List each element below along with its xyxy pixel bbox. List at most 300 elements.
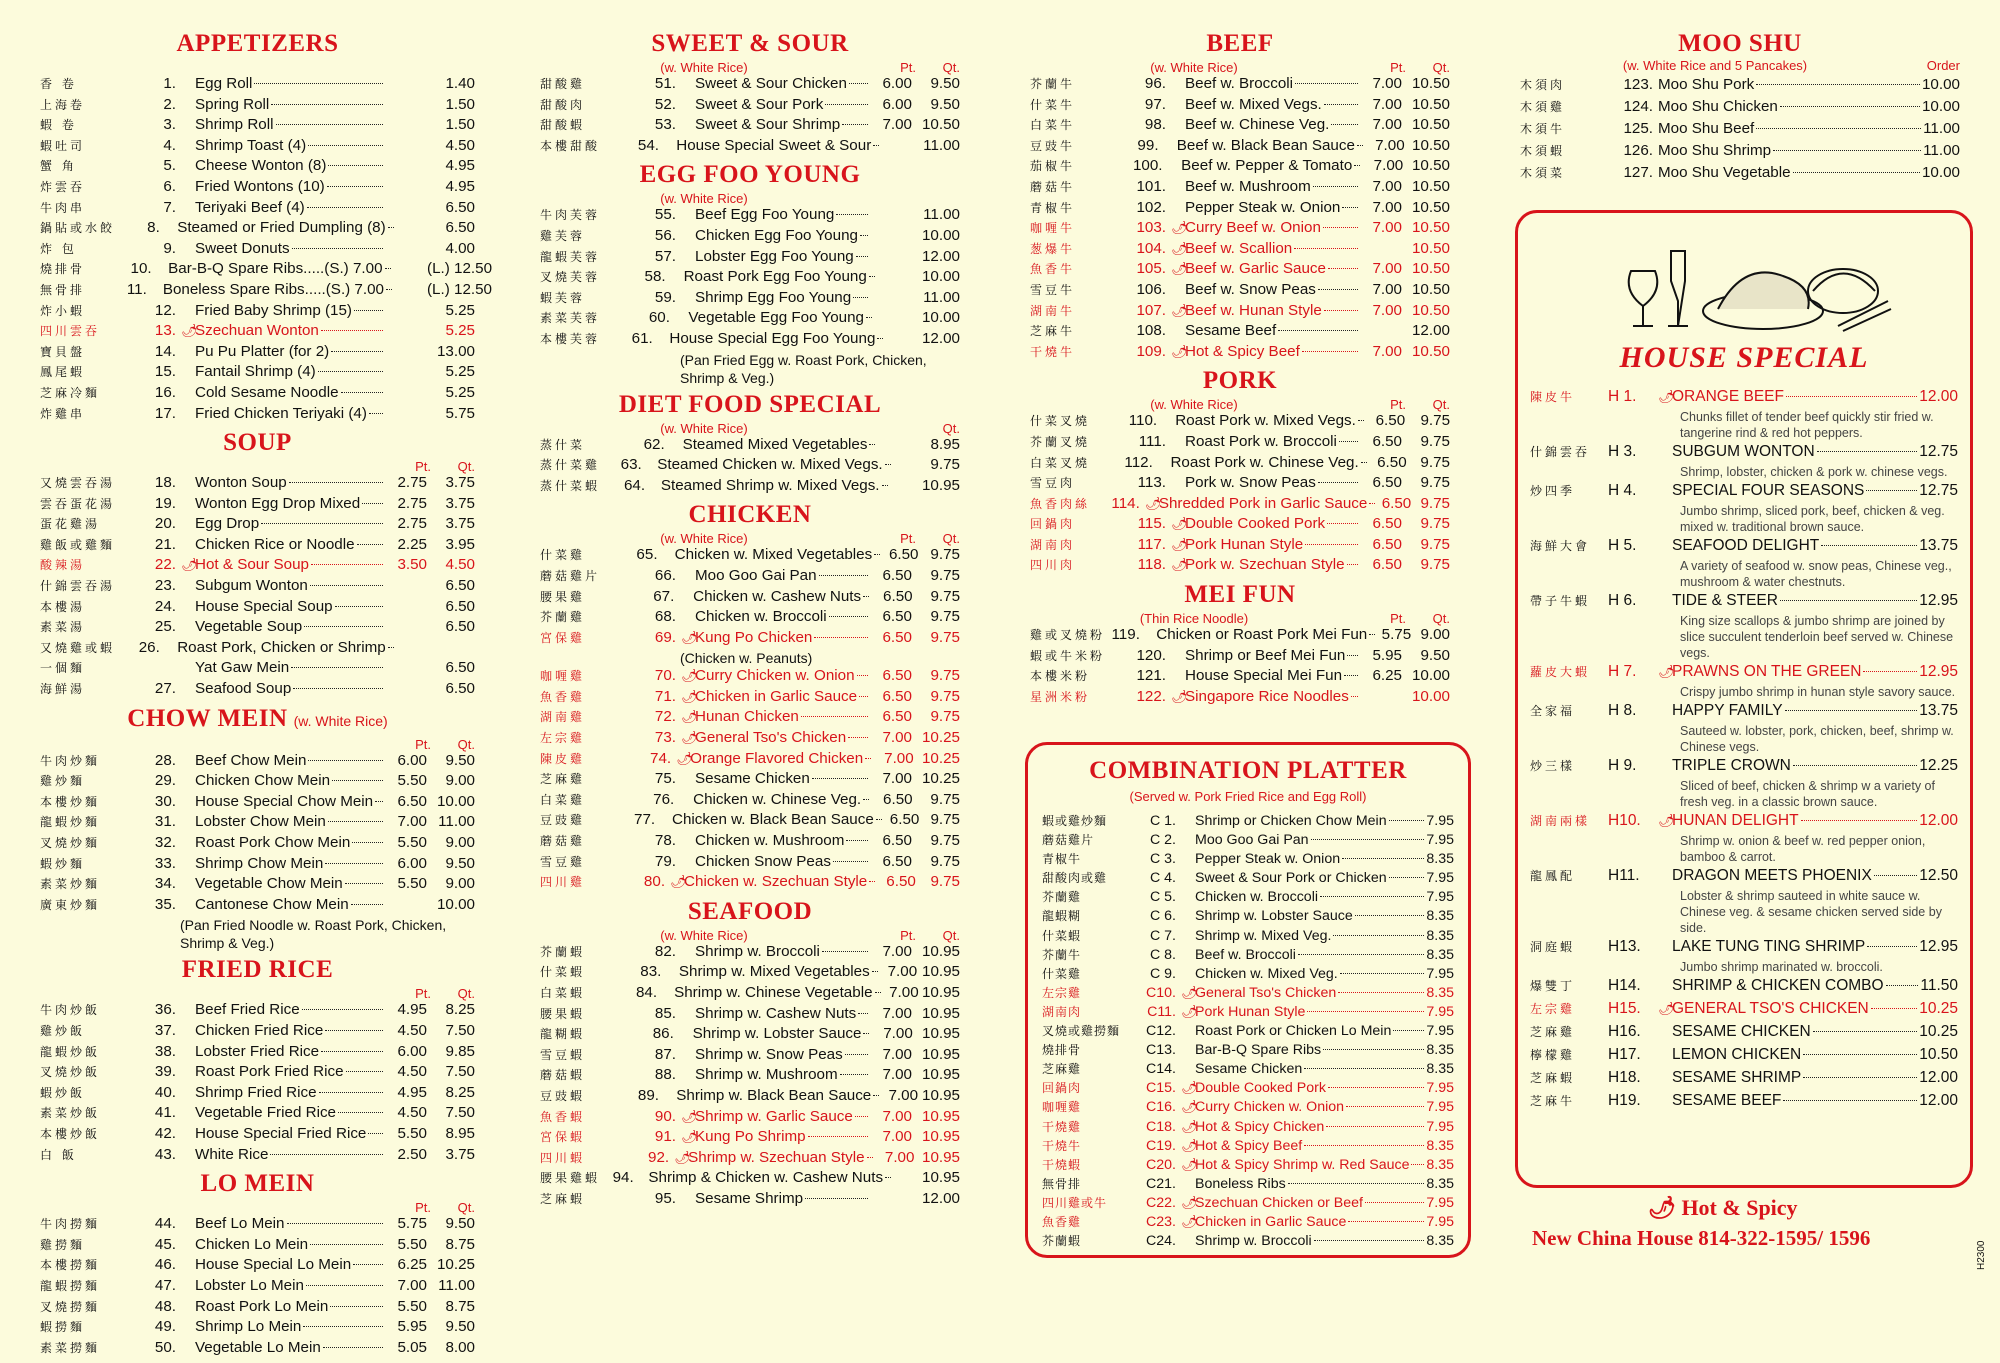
item-name: Chicken w. Chinese Veg. — [693, 790, 862, 808]
item-name: Sesame Chicken — [695, 770, 810, 788]
section-title-text: SWEET & SOUR — [651, 30, 849, 57]
item-price-quart: 10.95 — [922, 1169, 961, 1187]
item-description: Shrimp, lobster, chicken & pork w. chinese vegs. — [1680, 465, 1948, 479]
item-chinese-name: 叉燒炒麵 — [40, 836, 101, 850]
house-special-row — [1530, 443, 1958, 464]
section-title-text: SOUP — [223, 429, 292, 457]
leader-dots — [867, 1157, 873, 1158]
menu-item — [40, 813, 475, 834]
item-price: 7.95 — [1426, 965, 1454, 982]
item-name: Shrimp w. Lobster Sauce — [692, 1025, 862, 1043]
item-chinese-name: 蘑菇雞片 — [540, 568, 601, 583]
item-number: C19. — [1146, 1137, 1176, 1154]
house-special-list — [1530, 388, 1958, 1115]
leader-dots — [860, 235, 868, 236]
item-number: 58. — [644, 268, 666, 286]
item-chinese-name: 蝦或牛米粉 — [1030, 648, 1106, 663]
item-number: 7. — [163, 198, 176, 216]
item-price-pint: 6.50 — [882, 608, 912, 626]
item-chinese-name: 左宗雞 — [540, 731, 586, 746]
item-price-pint: 7.00 — [882, 1004, 912, 1022]
item-number: 8. — [147, 219, 160, 237]
item-chinese-name: 魚香雞 — [1042, 1214, 1082, 1229]
item-price-quart: 9.75 — [930, 708, 960, 726]
combo-list — [1028, 812, 1468, 1251]
leader-dots — [1314, 1240, 1425, 1241]
item-name: SESAME BEEF — [1672, 1092, 1782, 1109]
menu-item — [40, 772, 475, 793]
menu-item — [1030, 96, 1450, 117]
item-price-quart: 10.95 — [922, 1148, 961, 1166]
item-name: Kung Po Chicken — [695, 628, 813, 646]
menu-item — [540, 546, 960, 567]
item-chinese-name: 甜酸肉或雞 — [1042, 871, 1108, 886]
leader-dots — [291, 667, 383, 668]
item-chinese-name: 甜酸肉 — [540, 97, 586, 112]
menu-item — [40, 1339, 475, 1360]
item-price-pint: 6.25 — [1372, 667, 1402, 685]
item-number: 75. — [654, 770, 676, 788]
leader-dots — [261, 523, 383, 524]
menu-item — [540, 984, 960, 1005]
item-number: 53. — [654, 116, 676, 134]
item-chinese-name: 爆雙丁 — [1530, 979, 1576, 993]
item-name: Szechuan Wonton — [195, 322, 319, 340]
item-price-pint: 6.50 — [1372, 556, 1402, 574]
item-number: 92. — [648, 1148, 670, 1166]
item-price-quart: 8.75 — [445, 1297, 475, 1315]
house-special-item — [1530, 702, 1958, 755]
quart-header: Qt. — [942, 60, 960, 75]
item-chinese-name: 干燒牛 — [1042, 1138, 1082, 1153]
item-name: Boneless Spare Ribs.....(S.) 7.00 — [162, 280, 384, 298]
item-price-quart: 9.75 — [930, 832, 960, 850]
item-chinese-name: 什菜蝦 — [1042, 928, 1082, 943]
item-number: 34. — [154, 875, 176, 893]
item-name: Szechuan Chicken or Beef — [1195, 1194, 1363, 1211]
item-name: Fried Wontons (10) — [195, 177, 325, 195]
mooshu-subtitle: (w. White Rice and 5 Pancakes) — [1622, 58, 1808, 73]
item-description: A variety of seafood w. snow peas, Chinese veg., mushroom & water chestnuts. — [1680, 559, 1952, 589]
quart-header: Qt. — [457, 986, 475, 1002]
item-chinese-name: 白菜蝦 — [540, 986, 586, 1000]
leader-dots — [327, 186, 383, 187]
menu-item — [40, 199, 475, 220]
item-number: 69. — [654, 628, 676, 646]
item-price: 10.00 — [1921, 76, 1960, 93]
leader-dots — [1817, 451, 1918, 452]
item-chinese-name: 什錦雲吞湯 — [40, 579, 116, 594]
item-price-pint: 7.00 — [397, 1276, 427, 1294]
item-number: 85. — [654, 1004, 676, 1022]
leader-dots — [1358, 420, 1364, 421]
item-price: 8.35 — [1426, 1175, 1454, 1192]
item-number: 46. — [154, 1256, 176, 1274]
item-price-quart: 4.95 — [445, 157, 475, 175]
leader-dots — [1756, 84, 1920, 85]
item-name: Shrimp w. Black Bean Sauce — [676, 1086, 872, 1104]
item-price-quart: 9.00 — [445, 772, 475, 790]
item-price-pint: 6.50 — [1372, 432, 1402, 450]
item-chinese-name: 芝麻牛 — [1030, 324, 1076, 339]
item-number: 76. — [653, 790, 675, 808]
item-price-quart: 9.75 — [930, 456, 960, 474]
section-title — [40, 429, 475, 457]
item-name: SHRIMP & CHICKEN COMBO — [1672, 977, 1884, 994]
item-number: 124. — [1623, 98, 1653, 115]
item-name: Vegetable Egg Foo Young — [688, 309, 864, 327]
item-name: Beef w. Snow Peas — [1185, 280, 1316, 298]
item-price-quart: 12.00 — [1411, 322, 1450, 340]
item-name: Curry Beef w. Onion — [1185, 219, 1321, 237]
leader-dots — [858, 1013, 868, 1014]
item-number: 41. — [154, 1104, 176, 1122]
item-price-pint: 7.00 — [888, 1086, 919, 1104]
house-special-item — [1530, 1046, 1958, 1067]
leader-dots — [855, 1116, 868, 1117]
item-chinese-name: 宮保蝦 — [540, 1130, 586, 1145]
item-number: 43. — [154, 1145, 176, 1163]
item-price-quart: 10.00 — [1411, 687, 1450, 705]
item-chinese-name: 無骨排 — [40, 282, 86, 297]
item-price: 8.35 — [1426, 927, 1454, 944]
item-chinese-name: 白 飯 — [40, 1147, 77, 1162]
item-chinese-name: 素菜炒飯 — [40, 1106, 101, 1121]
item-price-pint: 2.75 — [397, 474, 427, 492]
item-number: 84. — [635, 984, 658, 1001]
house-special-row — [1530, 977, 1958, 998]
item-price-quart: 10.25 — [921, 729, 960, 747]
item-price-quart: 10.95 — [922, 1025, 961, 1043]
item-name: PRAWNS ON THE GREEN — [1672, 663, 1862, 680]
item-price-quart: 1.50 — [445, 116, 475, 134]
item-price-quart: 12.00 — [921, 1189, 960, 1207]
item-number: H15. — [1608, 1000, 1641, 1017]
leader-dots — [354, 310, 383, 311]
item-chinese-name: 蝦或雞炒麵 — [1042, 814, 1108, 828]
section-subheader — [540, 58, 960, 75]
item-number: 66. — [654, 566, 676, 584]
item-name: Teriyaki Beef (4) — [195, 198, 305, 216]
section-title-text: CHOW MEIN — [127, 704, 288, 732]
leader-dots — [1361, 462, 1367, 463]
item-name: Wonton Egg Drop Mixed — [195, 494, 361, 512]
leader-dots — [311, 564, 383, 565]
item-number: 83. — [640, 963, 662, 981]
item-name: Steamed Mixed Vegetables — [682, 435, 868, 453]
house-special-item — [1530, 867, 1958, 936]
item-chinese-name: 芝麻蝦 — [1530, 1071, 1576, 1085]
item-number: 3. — [163, 116, 176, 134]
combo-item — [1042, 1194, 1454, 1213]
item-chinese-name: 四川雞或牛 — [1042, 1195, 1108, 1210]
item-number: C11. — [1147, 1003, 1176, 1020]
leader-dots — [1803, 1077, 1917, 1078]
item-chinese-name: 雪豆肉 — [1030, 476, 1076, 491]
item-number: 14. — [154, 342, 176, 360]
item-number: 54. — [637, 136, 659, 154]
menu-item — [1030, 626, 1450, 647]
item-name: Fried Chicken Teriyaki (4) — [195, 404, 367, 422]
item-chinese-name: 雪豆蝦 — [540, 1047, 586, 1062]
item-chinese-name: 蝦吐司 — [40, 138, 86, 153]
leader-dots — [1393, 1030, 1424, 1031]
item-number: 47. — [154, 1276, 176, 1294]
leader-dots — [1278, 330, 1358, 331]
item-price-pint: 7.00 — [882, 942, 912, 960]
item-price-quart: 9.75 — [1420, 432, 1450, 450]
item-name: Chicken w. Cashew Nuts — [693, 587, 862, 605]
leader-dots — [1331, 124, 1358, 125]
item-chinese-name: 湖南肉 — [1030, 537, 1076, 552]
leader-dots — [351, 904, 383, 905]
item-price: 12.95 — [1919, 592, 1958, 609]
hot-pepper-icon: 🌶 — [1171, 688, 1188, 704]
item-chinese-name: 豆豉牛 — [1030, 138, 1076, 153]
item-price: 12.75 — [1919, 443, 1958, 460]
item-number: 51. — [654, 75, 676, 92]
item-price-pint: 7.00 — [887, 963, 918, 981]
item-price: 7.95 — [1426, 1003, 1454, 1020]
section-title-text: PORK — [1202, 367, 1278, 395]
item-price-pint: 4.95 — [397, 1083, 427, 1101]
item-name: SUBGUM WONTON — [1672, 443, 1815, 460]
menu-item — [40, 515, 475, 536]
item-name: Sweet & Sour Pork — [695, 95, 824, 113]
menu-item — [1030, 302, 1450, 323]
item-price-quart: 10.50 — [1411, 95, 1450, 113]
item-number: C 6. — [1149, 908, 1176, 925]
item-price-pint: 6.00 — [397, 751, 427, 769]
item-price: 12.25 — [1919, 757, 1958, 774]
item-chinese-name: 燒排骨 — [1042, 1043, 1082, 1058]
house-special-item — [1530, 537, 1958, 590]
leader-dots — [801, 716, 868, 717]
section-subtitle: (w. White Rice) — [660, 191, 748, 207]
item-name: Shrimp or Beef Mei Fun — [1185, 646, 1346, 664]
section-title — [40, 30, 475, 58]
house-special-item — [1530, 592, 1958, 661]
item-price: 12.75 — [1919, 482, 1958, 499]
item-number: 45. — [154, 1235, 176, 1253]
item-chinese-name: 什菜雞 — [1042, 966, 1082, 981]
section-subheader — [40, 1198, 475, 1215]
combo-item — [1042, 831, 1454, 850]
item-chinese-name: 回鍋肉 — [1030, 517, 1076, 532]
house-special-row — [1530, 1046, 1958, 1067]
menu-item — [40, 1298, 475, 1319]
item-note: (Chicken w. Peanuts) — [680, 650, 813, 667]
house-special-row — [1530, 1069, 1958, 1090]
hot-pepper-icon: 🌶 — [1658, 389, 1675, 404]
item-chinese-name: 芥蘭叉燒 — [1030, 434, 1091, 449]
item-price-quart: 9.50 — [445, 751, 475, 769]
section-seafood — [540, 898, 960, 1211]
leader-dots — [1295, 83, 1358, 84]
item-price-quart: 10.95 — [921, 476, 960, 494]
item-name: Pepper Steak w. Onion — [1195, 851, 1341, 868]
item-name: Sweet Donuts — [195, 239, 290, 257]
menu-item — [40, 577, 475, 598]
leader-dots — [1304, 1068, 1424, 1069]
leader-dots — [304, 626, 383, 627]
item-price-pint: 6.50 — [883, 587, 913, 605]
item-price-pint: 5.50 — [397, 1124, 427, 1142]
menu-item — [1030, 474, 1450, 495]
leader-dots — [1801, 820, 1918, 821]
item-number: C20. — [1146, 1156, 1176, 1173]
item-price-pint: 7.00 — [882, 1066, 912, 1084]
item-price-pint: 6.00 — [397, 1042, 427, 1060]
item-chinese-name: 四川肉 — [1030, 558, 1076, 573]
leader-dots — [357, 544, 383, 545]
item-price-pint: 6.00 — [397, 854, 427, 872]
item-price-quart: 10.00 — [921, 226, 960, 244]
item-number: 94. — [612, 1169, 634, 1187]
combo-item — [1042, 907, 1454, 926]
item-chinese-name: 咖喱雞 — [1042, 1100, 1082, 1115]
item-price-quart: 5.25 — [445, 322, 475, 340]
menu-item — [540, 943, 960, 964]
house-special-row — [1530, 938, 1958, 959]
item-name: Chicken or Roast Pork Mei Fun — [1156, 626, 1368, 644]
item-number: 9. — [163, 239, 176, 257]
leader-dots — [345, 883, 383, 884]
leader-dots — [1340, 973, 1425, 974]
item-number: 70. — [654, 667, 676, 685]
item-number: H11. — [1608, 867, 1640, 884]
mooshu-list — [1520, 76, 1960, 186]
item-chinese-name: 炸雲吞 — [40, 179, 86, 194]
item-price-quart: 10.50 — [1411, 198, 1450, 216]
leader-dots — [302, 1009, 383, 1010]
hot-pepper-icon: 🌶 — [681, 730, 698, 746]
item-price-quart: 8.95 — [930, 435, 960, 453]
item-price: 7.95 — [1426, 1118, 1454, 1135]
section-title — [1030, 581, 1450, 609]
item-chinese-name: 左宗雞 — [1042, 985, 1082, 1000]
section-soup — [40, 429, 475, 701]
print-code: H2300 — [1976, 1240, 1987, 1270]
item-chinese-name: 芥蘭雞 — [1042, 890, 1082, 905]
item-price-quart: 10.50 — [1411, 116, 1450, 134]
item-name: Boneless Ribs — [1195, 1175, 1286, 1192]
item-chinese-name: 蘑菇雞片 — [1042, 833, 1095, 848]
leader-dots — [1785, 710, 1918, 711]
item-price-pint: 6.25 — [397, 1256, 427, 1274]
section-subheader — [540, 529, 960, 546]
item-name: Chicken w. Black Bean Sauce — [672, 811, 874, 829]
menu-item — [540, 1128, 960, 1149]
hot-pepper-icon: 🌶 — [1171, 302, 1188, 318]
item-price-quart: 10.50 — [1411, 219, 1450, 237]
leader-dots — [271, 104, 383, 105]
menu-item — [40, 1001, 475, 1022]
item-name: Shrimp w. Mixed Vegetables — [678, 963, 870, 981]
leader-dots — [385, 268, 391, 269]
house-special-item — [1530, 663, 1958, 700]
item-price-pint: 5.50 — [397, 834, 427, 851]
item-name: Beef w. Mushroom — [1185, 177, 1311, 195]
leader-dots — [1354, 165, 1360, 166]
item-number: 36. — [154, 1001, 176, 1019]
combo-item — [1042, 869, 1454, 888]
item-chinese-name: 蝦 卷 — [40, 118, 77, 133]
item-price-quart: 10.95 — [921, 1045, 960, 1063]
house-special-row — [1530, 1023, 1958, 1044]
item-price: 8.35 — [1426, 1137, 1454, 1154]
menu-item — [540, 1169, 960, 1190]
leader-dots — [1871, 1008, 1917, 1009]
menu-item — [40, 343, 475, 364]
leader-dots — [829, 616, 868, 617]
item-name: Beef Chow Mein — [195, 751, 307, 769]
item-price-pint: 6.50 — [886, 873, 916, 891]
item-number: 121. — [1136, 667, 1166, 685]
leader-dots — [853, 297, 868, 298]
menu-item — [40, 96, 475, 117]
item-number: H19. — [1608, 1092, 1641, 1109]
leader-dots — [865, 758, 871, 759]
mooshu-item — [1520, 164, 1960, 186]
item-name: Chicken w. Mixed Vegetables — [674, 546, 873, 564]
leader-dots — [1304, 1145, 1424, 1146]
item-number: 62. — [643, 435, 665, 453]
house-special-item — [1530, 388, 1958, 441]
leader-dots — [321, 330, 383, 331]
item-chinese-name: 魚香雞 — [540, 689, 586, 704]
leader-dots — [1339, 441, 1358, 442]
menu-item — [40, 556, 475, 577]
leader-dots — [1342, 207, 1358, 208]
leader-dots — [863, 799, 869, 800]
item-name: LAKE TUNG TING SHRIMP — [1672, 938, 1866, 955]
item-number: 28. — [154, 751, 176, 769]
leader-dots — [1886, 985, 1919, 986]
menu-item — [540, 1108, 960, 1129]
menu-item — [1030, 433, 1450, 454]
leader-dots — [1298, 954, 1424, 955]
section-title — [540, 898, 960, 926]
item-name: House Special Sweet & Sour — [676, 136, 872, 154]
item-price-quart: 10.50 — [1411, 239, 1450, 257]
item-price-pint: 7.00 — [884, 749, 914, 767]
menu-item — [40, 680, 475, 701]
item-price-pint: 7.00 — [1372, 260, 1402, 278]
item-price-pint: 6.50 — [882, 852, 912, 870]
leader-dots — [1346, 1106, 1424, 1107]
menu-item — [1030, 556, 1450, 577]
leader-dots — [866, 317, 872, 318]
item-name: Chicken w. Mixed Veg. — [1195, 965, 1338, 982]
item-price: 7.95 — [1426, 1213, 1454, 1230]
leader-dots — [293, 688, 383, 689]
item-number: 115. — [1137, 515, 1166, 533]
menu-item — [540, 137, 960, 158]
section-title-text: SEAFOOD — [687, 897, 813, 925]
item-number: 49. — [154, 1318, 176, 1336]
item-price-pint: 4.50 — [397, 1063, 427, 1081]
menu-item — [40, 1043, 475, 1064]
mooshu-item — [1520, 98, 1960, 120]
item-price-pint: 6.50 — [1381, 494, 1412, 512]
house-special-item — [1530, 1000, 1958, 1021]
item-price-quart: 7.50 — [445, 1021, 475, 1039]
leader-dots — [836, 214, 868, 215]
menu-item — [40, 1125, 475, 1146]
item-price: 10.00 — [1921, 164, 1960, 181]
item-name: Shrimp Lo Mein — [195, 1318, 302, 1336]
